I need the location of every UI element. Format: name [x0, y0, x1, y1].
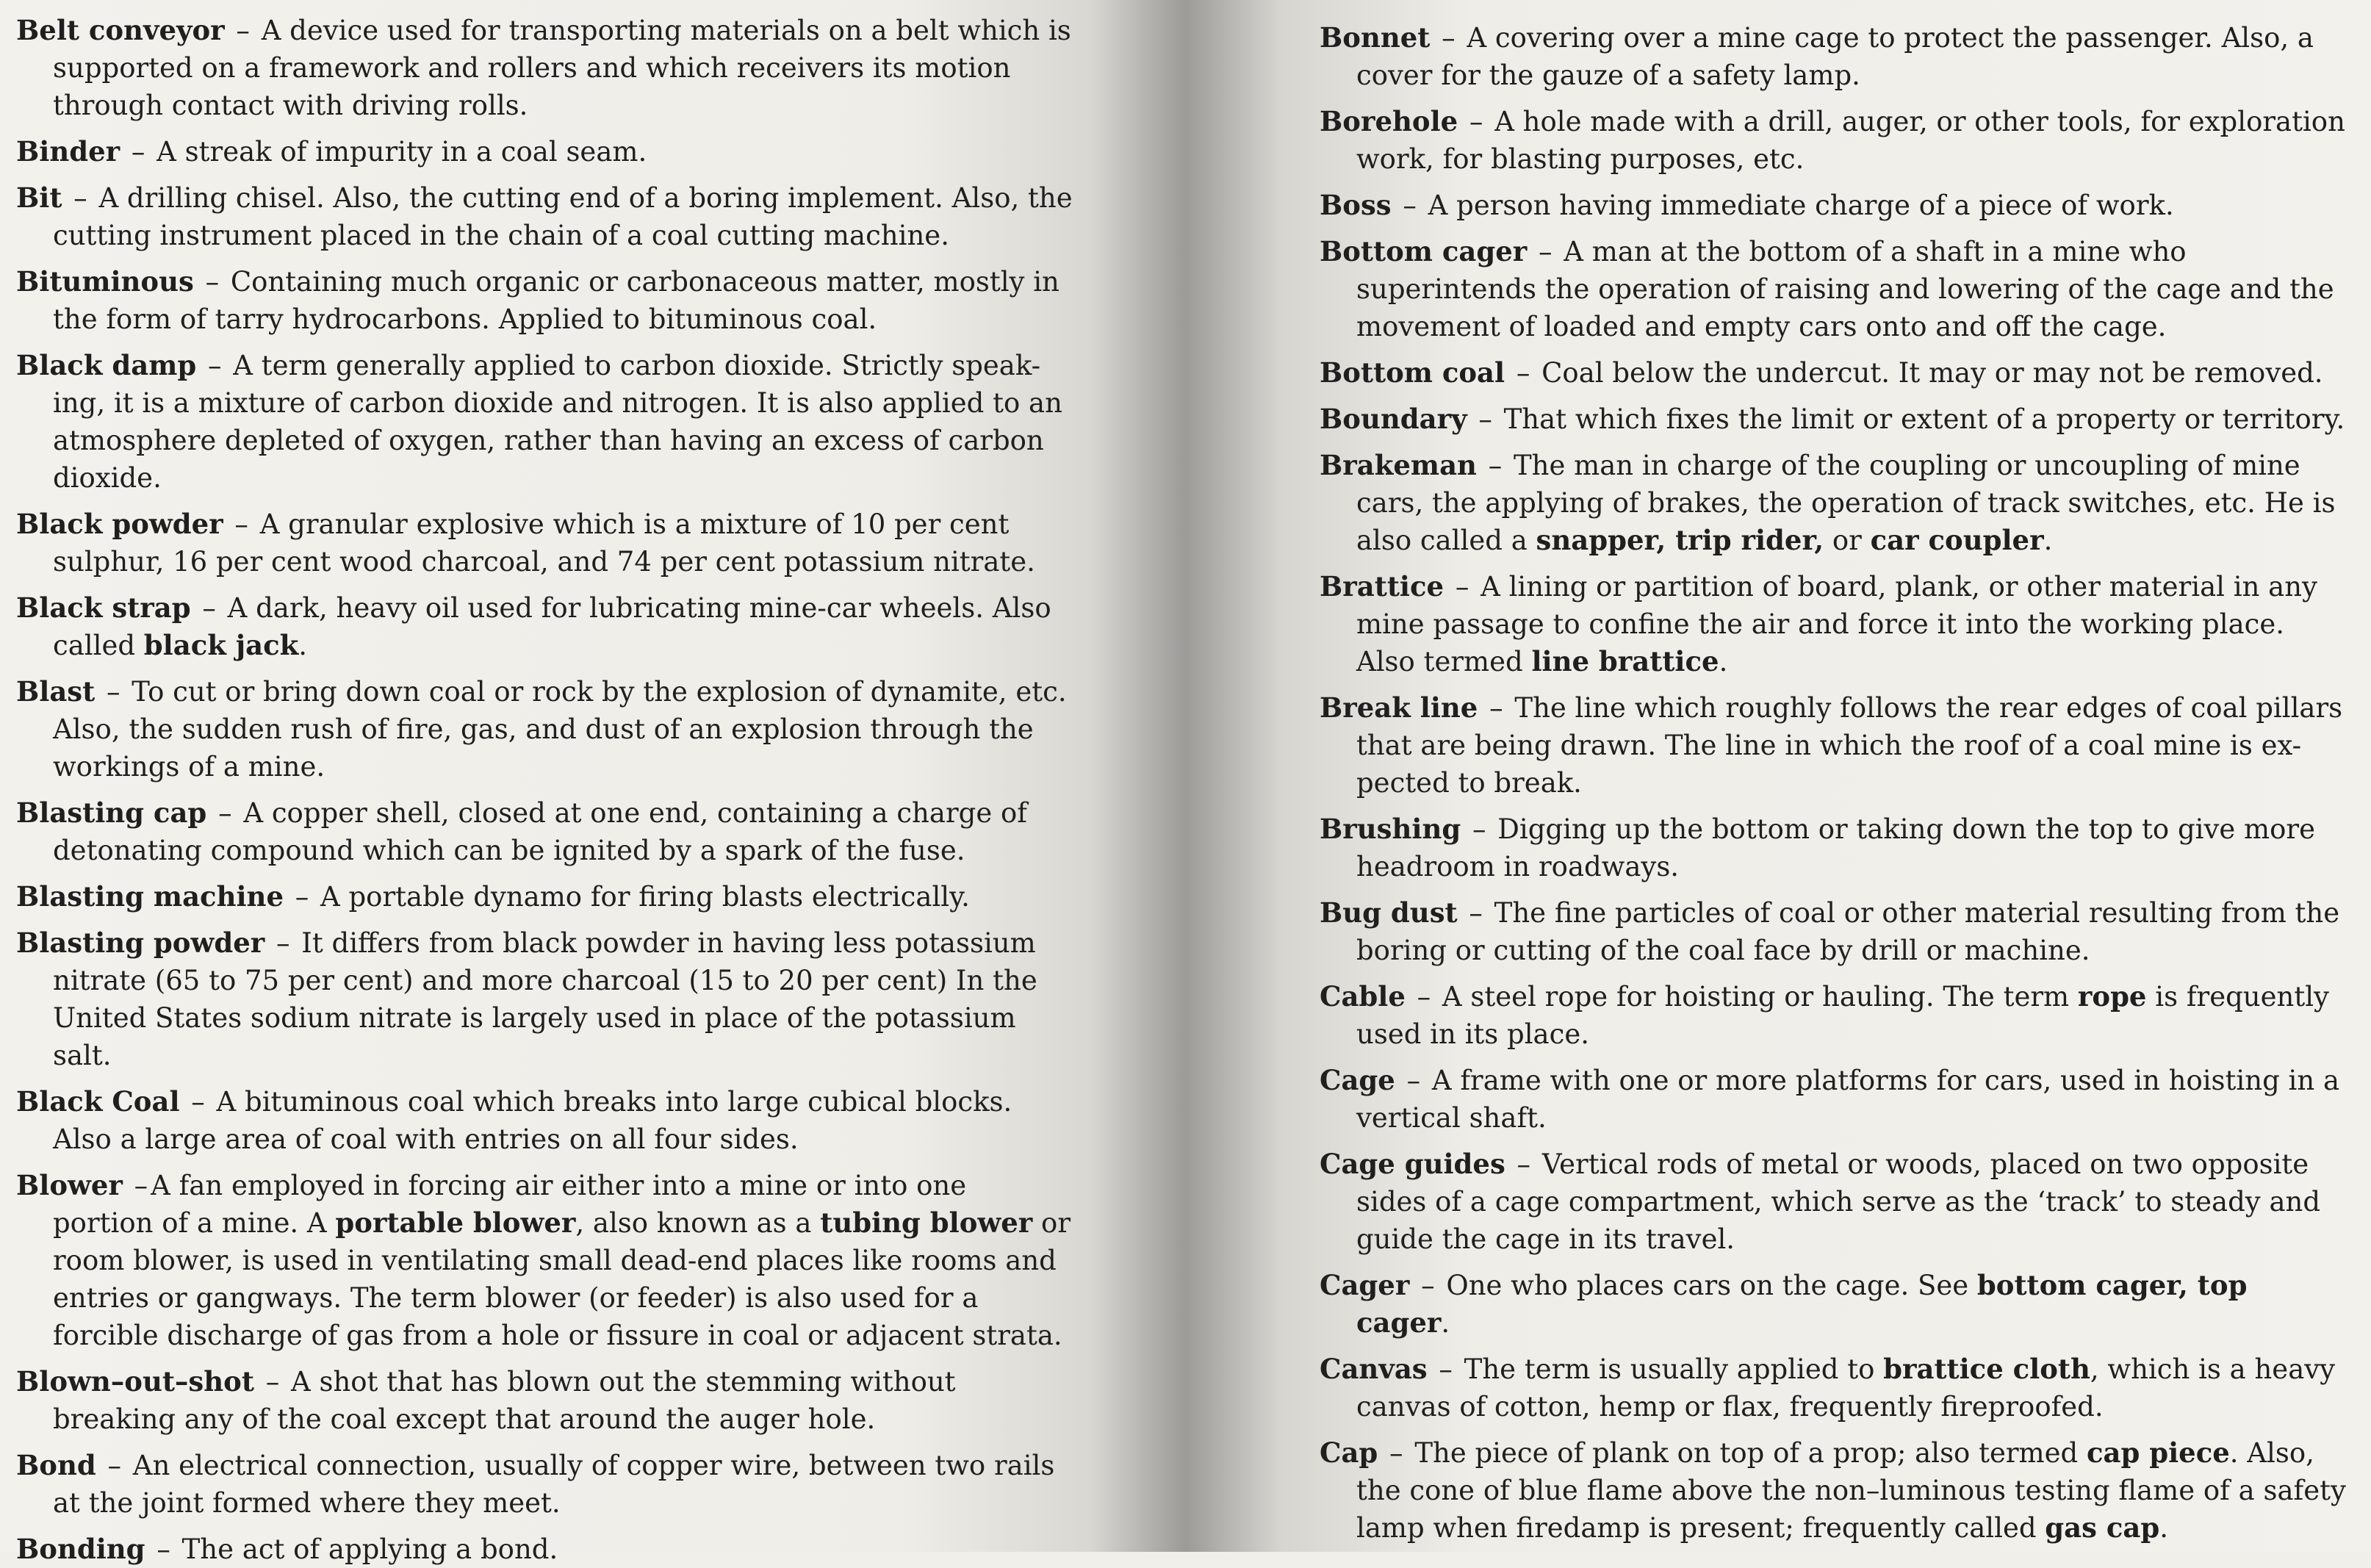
- entry-definition: [1504, 403, 2345, 435]
- glossary-entry: [16, 589, 1073, 664]
- glossary-entry: [16, 179, 1073, 254]
- entry-term: Borehole: [1320, 105, 1458, 137]
- entry-separator: –: [286, 881, 318, 913]
- entry-term: Black Coal: [16, 1085, 180, 1118]
- entry-term: Bonding: [16, 1533, 145, 1565]
- entry-separator: –: [148, 1533, 179, 1565]
- glossary-entry: [1320, 1062, 2349, 1137]
- glossary-entry: [16, 1447, 1073, 1522]
- definition-text: Containing much organic or carbonaceous matter, mostly in the form of tarry hydrocarbons. Applied to bituminous coal.: [53, 266, 1059, 335]
- entry-separator: –: [1397, 1065, 1429, 1096]
- definition-text: A person having immediate charge of a piece of work.: [1428, 190, 2174, 221]
- entry-term: Bottom coal: [1320, 356, 1505, 389]
- entry-separator: –: [65, 182, 96, 214]
- entry-term: Canvas: [1320, 1353, 1428, 1385]
- definition-text: The piece of plank on top of a prop; also termed: [1414, 1437, 2087, 1469]
- entry-definition: [156, 136, 647, 168]
- glossary-entry: [1320, 810, 2349, 885]
- definition-text: A frame with one or more platforms for cars, used in hoisting in a vertical shaft.: [1356, 1065, 2340, 1134]
- entry-term: Boss: [1320, 189, 1392, 221]
- glossary-entry: [16, 133, 1073, 170]
- cross-reference-term: car coupler: [1870, 524, 2044, 556]
- entry-definition: [1356, 106, 2345, 175]
- entry-separator: –: [1480, 692, 1512, 724]
- entry-definition: [53, 1450, 1054, 1519]
- glossary-entry: [1320, 568, 2349, 680]
- entry-separator: –: [1412, 1270, 1444, 1301]
- definition-text: To cut or bring down coal or rock by the explosion of dynamite, etc. Also, the sudden rush of fire, gas, and dust of an explosion through the workings of a mine.: [53, 676, 1067, 783]
- glossary-entry: [16, 263, 1073, 338]
- glossary-entry: [1320, 1146, 2349, 1258]
- entry-separator: –: [226, 508, 257, 540]
- cross-reference-term: cap piece: [2086, 1436, 2230, 1469]
- definition-text: . Also, the cone of blue flame above the non–luminous testing flame of a safety lamp when firedamp is present; frequently called: [1356, 1437, 2346, 1544]
- definition-text: A man at the bottom of a shaft in a mine who superintends the operation of raising and lowering of the cage and the movement of loaded and empty cars onto and off the cage.: [1356, 236, 2334, 342]
- cross-reference-term: snapper, trip rider,: [1536, 524, 1824, 556]
- entry-definition: [320, 881, 970, 913]
- entry-separator: –: [1461, 106, 1492, 137]
- entry-separator: –: [196, 266, 228, 298]
- definition-text: .: [1719, 646, 1728, 677]
- definition-text: A shot that has blown out the stemming without breaking any of the coal except that around the auger hole.: [53, 1366, 956, 1435]
- entry-definition: [1428, 190, 2174, 221]
- definition-text: A covering over a mine cage to protect the passenger. Also, a cover for the gauze of a safety lamp.: [1356, 22, 2314, 91]
- entry-separator: –: [1447, 571, 1478, 603]
- glossary-entry: [1320, 400, 2349, 438]
- glossary-entry: [16, 12, 1073, 124]
- entry-term: Cage: [1320, 1064, 1395, 1096]
- entry-term: Blasting machine: [16, 880, 284, 913]
- definition-text: An electrical connection, usually of copper wire, between two rails at the joint formed where they meet.: [53, 1450, 1055, 1519]
- glossary-entry: [16, 794, 1073, 869]
- entry-term: Cable: [1320, 980, 1406, 1013]
- entry-separator: –: [1381, 1437, 1412, 1469]
- entry-definition: [1356, 897, 2339, 966]
- definition-text: .: [1441, 1307, 1450, 1339]
- cross-reference-term: tubing blower: [820, 1206, 1033, 1239]
- glossary-entry: [1320, 1351, 2349, 1425]
- definition-text: Coal below the undercut. It may or may not be removed.: [1541, 357, 2323, 389]
- entry-term: Blown–out–shot: [16, 1365, 254, 1398]
- definition-text: .: [2043, 525, 2053, 556]
- glossary-entry: [1320, 19, 2349, 94]
- definition-text: or: [1824, 525, 1871, 556]
- definition-text: A lining or partition of board, plank, or other material in any mine passage to confine the air and force it into the working place. Also termed: [1356, 571, 2317, 677]
- glossary-entry: [16, 506, 1073, 580]
- entry-separator: –: [193, 592, 225, 624]
- entry-separator: –: [1469, 403, 1501, 435]
- entry-term: Brushing: [1320, 813, 1461, 845]
- glossary-entry: [16, 1531, 1073, 1568]
- glossary-entry: [16, 347, 1073, 497]
- entry-term: Brakeman: [1320, 449, 1477, 481]
- entry-term: Black strap: [16, 591, 191, 624]
- entry-term: Belt conveyor: [16, 14, 225, 46]
- cross-reference-term: bottom cager, top cager: [1356, 1269, 2248, 1339]
- glossary-entry: [1320, 447, 2349, 559]
- entry-term: Binder: [16, 135, 120, 168]
- entry-separator: –: [1433, 22, 1464, 54]
- entry-term: Boundary: [1320, 403, 1467, 435]
- entry-term: Cap: [1320, 1436, 1378, 1469]
- definition-text: One who places cars on the cage. See: [1446, 1270, 1977, 1301]
- entry-separator: –: [1460, 897, 1492, 929]
- entry-definition: [53, 182, 1073, 251]
- definition-text: , also known as a: [575, 1207, 821, 1239]
- entry-separator: –: [256, 1366, 288, 1398]
- entry-separator: –: [1508, 1148, 1539, 1180]
- entry-definition: [182, 1533, 558, 1565]
- entry-term: Bug dust: [1320, 896, 1458, 929]
- entry-separator: –: [98, 676, 129, 708]
- entry-separator: –: [199, 350, 231, 381]
- glossary-entry: [1320, 354, 2349, 392]
- definition-text: is frequently used in its place.: [1356, 981, 2329, 1050]
- entry-definition: [53, 676, 1067, 783]
- glossary-entry: [16, 1083, 1073, 1158]
- entry-separator: –: [1508, 357, 1539, 389]
- cross-reference-term: line brattice: [1531, 645, 1719, 677]
- definition-text: It differs from black powder in having less potassium nitrate (65 to 75 per cent) and more charcoal (15 to 20 per cent) In the United States sodium nitrate is largely used in place of the potassium salt.: [53, 927, 1037, 1071]
- definition-text: The line which roughly follows the rear edges of coal pillars that are being drawn. The line in which the roof of a coal mine is ex-pected to break.: [1356, 692, 2343, 799]
- glossary-entry: [1320, 1434, 2349, 1547]
- entry-definition: [1356, 813, 2315, 882]
- glossary-entry: [16, 1167, 1073, 1354]
- definition-text: A drilling chisel. Also, the cutting end of a boring implement. Also, the cutting instrument placed in the chain of a coal cutting machine.: [53, 182, 1073, 251]
- entry-definition: [1356, 1270, 2247, 1339]
- entry-separator: –: [1479, 450, 1511, 481]
- definition-text: A copper shell, closed at one end, containing a charge of detonating compound which can be ignited by a spark of the fuse.: [53, 797, 1027, 866]
- entry-term: Blower: [16, 1169, 123, 1201]
- definition-text: A hole made with a drill, auger, or other tools, for exploration work, for blasting purposes, etc.: [1356, 106, 2345, 175]
- definition-text: A streak of impurity in a coal seam.: [156, 136, 647, 168]
- definition-text: Vertical rods of metal or woods, placed on two opposite sides of a cage compartment, which serve as the ‘track’ to steady and guide the cage in its travel.: [1356, 1148, 2321, 1255]
- entry-separator: –: [1394, 190, 1425, 221]
- glossary-entry: [16, 924, 1073, 1074]
- entry-term: Bituminous: [16, 265, 194, 298]
- entry-definition: [1356, 1353, 2335, 1423]
- entry-separator: –: [125, 1170, 148, 1201]
- definition-text: A portable dynamo for firing blasts electrically.: [320, 881, 970, 913]
- glossary-entry: [1320, 187, 2349, 224]
- entry-separator: –: [1408, 981, 1439, 1013]
- entry-separator: –: [123, 136, 154, 168]
- entry-separator: –: [98, 1450, 130, 1481]
- definition-text: A fan employed in forcing air either into a mine or into one portion of a mine. A: [53, 1170, 967, 1239]
- entry-term: Bit: [16, 181, 62, 214]
- glossary-entry: [16, 878, 1073, 916]
- glossary-entry: [1320, 1267, 2349, 1342]
- entry-separator: –: [182, 1086, 214, 1118]
- glossary-entry: [1320, 894, 2349, 969]
- entry-term: Black powder: [16, 508, 223, 540]
- entry-separator: –: [227, 15, 259, 46]
- glossary-entry: [16, 1363, 1073, 1438]
- entry-definition: [1356, 22, 2314, 91]
- cross-reference-term: brattice cloth: [1883, 1353, 2090, 1385]
- definition-text: A bituminous coal which breaks into large cubical blocks. Also a large area of coal with entries on all four sides.: [53, 1086, 1012, 1155]
- definition-text: , which is a heavy canvas of cotton, hemp or flax, frequently fireproofed.: [1356, 1353, 2336, 1423]
- glossary-entry: [1320, 233, 2349, 345]
- definition-text: A steel rope for hoisting or hauling. The term: [1442, 981, 2078, 1013]
- definition-text: A dark, heavy oil used for lubricating mine-car wheels. Also called: [53, 592, 1051, 661]
- glossary-entry: [1320, 978, 2349, 1053]
- right-page: [1308, 0, 2371, 1552]
- definition-text: The act of applying a bond.: [181, 1533, 558, 1565]
- definition-text: .: [298, 630, 308, 661]
- entry-term: Bottom cager: [1320, 235, 1528, 267]
- definition-text: That which fixes the limit or extent of a property or territory.: [1503, 403, 2345, 435]
- entry-term: Blasting cap: [16, 796, 207, 829]
- entry-term: Brattice: [1320, 570, 1444, 603]
- definition-text: A granular explosive which is a mixture of 10 per cent sulphur, 16 per cent wood charcoal, and 74 per cent potassium nitrate.: [53, 508, 1035, 578]
- definition-text: A term generally applied to carbon dioxide. Strictly speak-ing, it is a mixture of carbon dioxide and nitrogen. It is also applied to an atmosphere depleted of oxygen, rather than having an excess of carbon dioxide.: [53, 350, 1062, 494]
- definition-text: or room blower, is used in ventilating small dead-end places like rooms and entries or gangways. The term blower (or feeder) is also used for a forcible discharge of gas from a hole or fissure in coal or adjacent strata.: [53, 1207, 1071, 1351]
- entry-definition: [1541, 357, 2323, 389]
- cross-reference-term: portable blower: [335, 1206, 576, 1239]
- definition-text: The term is usually applied to: [1464, 1353, 1884, 1385]
- entry-definition: [1356, 1065, 2339, 1134]
- entry-separator: –: [1464, 813, 1495, 845]
- entry-term: Blasting powder: [16, 927, 265, 959]
- definition-text: .: [2159, 1512, 2168, 1544]
- definition-text: The man in charge of the coupling or uncoupling of mine cars, the applying of brakes, the operation of track switches, etc. He is also called a: [1356, 450, 2336, 556]
- entry-term: Cager: [1320, 1269, 1410, 1301]
- glossary-entry: [1320, 689, 2349, 802]
- entry-separator: –: [267, 927, 299, 959]
- cross-reference-term: rope: [2077, 980, 2147, 1013]
- entry-separator: –: [1530, 236, 1561, 267]
- glossary-entry: [1320, 103, 2349, 178]
- entry-term: Break line: [1320, 691, 1478, 724]
- entry-term: Cage guides: [1320, 1148, 1505, 1180]
- left-page: [0, 0, 1102, 1565]
- definition-text: A device used for transporting materials on a belt which is supported on a framework and rollers and which receivers its motion through contact with driving rolls.: [53, 15, 1071, 121]
- glossary-entry: [16, 673, 1073, 785]
- entry-definition: [1356, 1437, 2346, 1544]
- entry-definition: [1356, 571, 2317, 677]
- entry-term: Black damp: [16, 349, 197, 381]
- entry-term: Blast: [16, 675, 96, 708]
- entry-separator: –: [1430, 1353, 1461, 1385]
- cross-reference-term: gas cap: [2045, 1511, 2160, 1544]
- entry-term: Bonnet: [1320, 21, 1431, 54]
- entry-term: Bond: [16, 1449, 96, 1481]
- cross-reference-term: black jack: [143, 629, 299, 661]
- definition-text: Digging up the bottom or taking down the top to give more headroom in roadways.: [1356, 813, 2315, 882]
- definition-text: The fine particles of coal or other material resulting from the boring or cutting of the coal face by drill or machine.: [1356, 897, 2340, 966]
- entry-definition: [1356, 981, 2329, 1050]
- entry-separator: –: [209, 797, 241, 829]
- entry-definition: [53, 1170, 1071, 1351]
